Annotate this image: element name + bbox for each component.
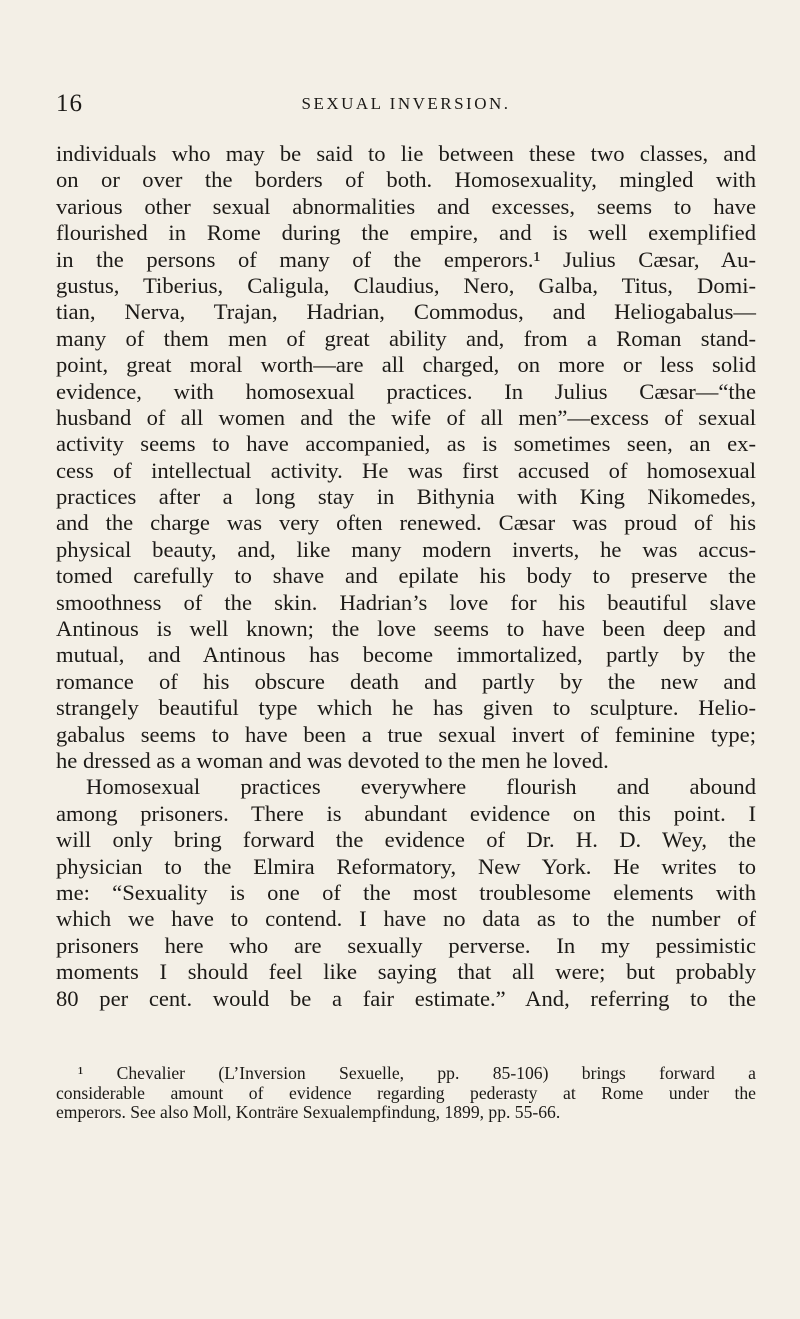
body-line: on or over the borders of both. Homosexuality, mingled with	[56, 167, 756, 193]
body-line: and the charge was very often renewed. Cæsar was proud of his	[56, 510, 756, 536]
body-text	[56, 141, 756, 1012]
footnote-line: ¹ Chevalier (L’Inversion Sexuelle, pp. 85-106) brings forward a	[78, 1063, 756, 1083]
body-line: will only bring forward the evidence of Dr. H. D. Wey, the	[56, 827, 756, 853]
body-line: gabalus seems to have been a true sexual invert of feminine type;	[56, 721, 756, 747]
body-line: in the persons of many of the emperors.¹ Julius Cæsar, Au-	[56, 246, 756, 272]
running-head: SEXUAL INVERSION.	[301, 94, 511, 113]
body-line: practices after a long stay in Bithynia with King Nikomedes,	[56, 484, 756, 510]
body-line: which we have to contend. I have no data as to the number of	[56, 906, 756, 932]
body-line: smoothness of the skin. Hadrian’s love for his beautiful slave	[56, 589, 756, 615]
body-line: he dressed as a woman and was devoted to the men he loved.	[56, 747, 609, 773]
body-line: gustus, Tiberius, Caligula, Claudius, Nero, Galba, Titus, Domi-	[56, 272, 756, 298]
body-line: moments I should feel like saying that all were; but probably	[56, 959, 756, 985]
body-line: romance of his obscure death and partly by the new and	[56, 668, 756, 694]
body-line: prisoners here who are sexually perverse. In my pessimistic	[56, 932, 756, 958]
footnote-line: emperors. See also Moll, Konträre Sexualempfindung, 1899, pp. 55-66.	[56, 1102, 561, 1123]
body-line: flourished in Rome during the empire, and is well exemplified	[56, 220, 756, 246]
body-line: cess of intellectual activity. He was first accused of homosexual	[56, 457, 756, 483]
page-header	[56, 90, 756, 126]
body-line: Antinous is well known; the love seems to have been deep and	[56, 616, 756, 642]
footnote-line: considerable amount of evidence regarding pederasty at Rome under the	[56, 1082, 756, 1103]
body-line: tian, Nerva, Trajan, Hadrian, Commodus, and Heliogabalus—	[56, 299, 756, 325]
body-line: physician to the Elmira Reformatory, New York. He writes to	[56, 853, 756, 879]
body-line: individuals who may be said to lie between these two classes, and	[56, 141, 756, 166]
body-line: physical beauty, and, like many modern inverts, he was accus-	[56, 536, 756, 562]
body-line: 80 per cent. would be a fair estimate.” And, referring to the	[56, 985, 756, 1011]
footnote	[56, 1064, 756, 1123]
body-line: point, great moral worth—are all charged, on more or less solid	[56, 352, 756, 378]
body-line: evidence, with homosexual practices. In Julius Cæsar—“the	[56, 378, 756, 404]
body-line: various other sexual abnormalities and excesses, seems to have	[56, 193, 756, 219]
body-line: activity seems to have accompanied, as is sometimes seen, an ex-	[56, 431, 756, 457]
page-number: 16	[56, 90, 83, 117]
body-line: husband of all women and the wife of all men”—excess of sexual	[56, 404, 756, 430]
body-line: many of them men of great ability and, from a Roman stand-	[56, 325, 756, 351]
page-crease-mark	[726, 1245, 730, 1275]
body-line: me: “Sexuality is one of the most troublesome elements with	[56, 879, 756, 905]
body-line: mutual, and Antinous has become immortalized, partly by the	[56, 642, 756, 668]
body-line: Homosexual practices everywhere flourish and abound	[86, 774, 756, 800]
body-line: strangely beautiful type which he has given to sculpture. Helio-	[56, 695, 756, 721]
body-line: among prisoners. There is abundant evidence on this point. I	[56, 800, 756, 826]
body-line: tomed carefully to shave and epilate his body to preserve the	[56, 563, 756, 589]
